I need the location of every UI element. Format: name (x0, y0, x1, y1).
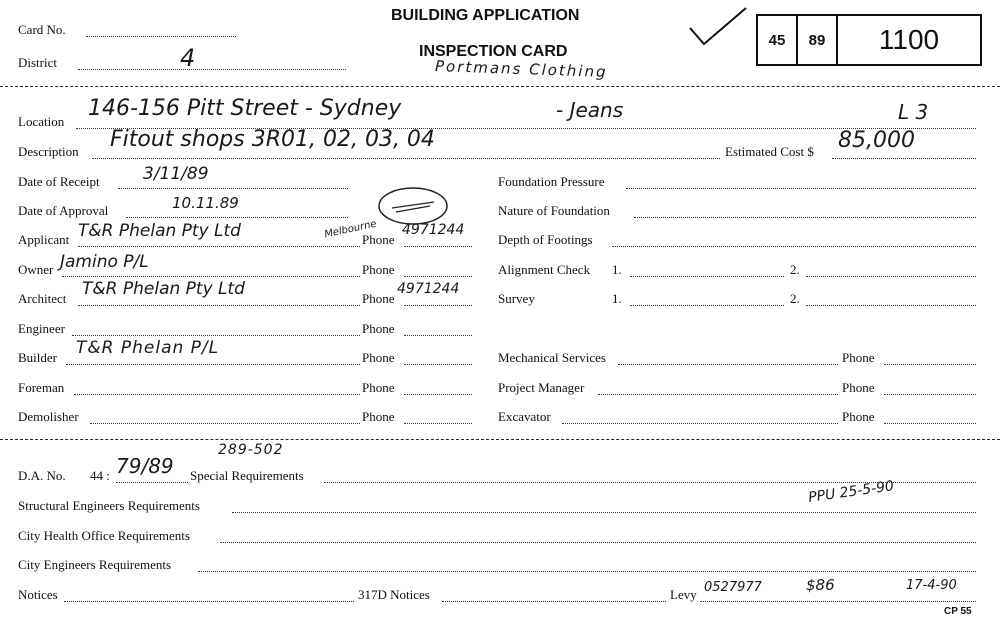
owner-phone-line (404, 276, 472, 277)
structural-label: Structural Engineers Requirements (18, 498, 200, 513)
divider-top (0, 86, 1000, 87)
form-title-line2: INSPECTION CARD (419, 43, 568, 60)
da-prefix: 44 : (90, 468, 110, 483)
levy-label: Levy (670, 587, 697, 602)
date-approval-label: Date of Approval (18, 203, 109, 218)
engineer-line (72, 335, 360, 336)
survey-label: Survey (498, 291, 535, 306)
form-code: CP 55 (944, 606, 972, 617)
foreman-phone-line (404, 394, 472, 395)
levy-value: 0527977 (704, 580, 762, 595)
da-extra: 289-502 (218, 442, 284, 458)
engineer-label: Engineer (18, 321, 65, 336)
mechanical-line (618, 364, 838, 365)
applicant-phone-value: 4971244 (402, 222, 465, 238)
demolisher-line (90, 423, 360, 424)
survey-1-line (630, 305, 784, 306)
builder-label: Builder (18, 350, 57, 365)
alignment-check-2-label: 2. (790, 262, 800, 277)
applicant-line (78, 246, 360, 247)
project-manager-phone-label: Phone (842, 380, 875, 395)
estimated-cost-line (832, 158, 976, 159)
project-manager-phone-line (884, 394, 976, 395)
description-value: Fitout shops 3R01, 02, 03, 04 (110, 127, 435, 152)
notices-line (64, 601, 354, 602)
applicant-phone-line (404, 246, 472, 247)
da-value: 79/89 (116, 454, 174, 478)
excavator-phone-line (884, 423, 976, 424)
district-line (78, 69, 346, 70)
location-extra2: L 3 (898, 100, 929, 124)
builder-line (66, 364, 360, 365)
owner-value: Jamino P/L (60, 252, 149, 272)
city-engineers-line (198, 571, 976, 572)
city-engineers-label: City Engineers Requirements (18, 557, 172, 572)
mechanical-phone-line (884, 364, 976, 365)
check-mark-icon (686, 4, 750, 52)
architect-phone-line (404, 305, 472, 306)
architect-label: Architect (18, 291, 67, 306)
date-receipt-value: 3/11/89 (143, 164, 209, 184)
location-extra: - Jeans (556, 98, 624, 122)
applicant-phone-label: Phone (362, 232, 395, 247)
excavator-line (562, 423, 838, 424)
owner-label: Owner (18, 262, 54, 277)
project-manager-label: Project Manager (498, 380, 585, 395)
description-label: Description (18, 144, 79, 159)
city-health-line (220, 542, 976, 543)
levy-amount: $86 (806, 576, 835, 594)
demolisher-label: Demolisher (18, 409, 79, 424)
applicant-label: Applicant (18, 232, 70, 247)
hand-note-header: Portmans Clothing (434, 56, 608, 82)
owner-line (62, 276, 360, 277)
card-number-boxes (756, 14, 982, 66)
architect-phone-label: Phone (362, 291, 395, 306)
foreman-label: Foreman (18, 380, 65, 395)
levy-date: 17-4-90 (906, 578, 957, 593)
survey-2-label: 2. (790, 291, 800, 306)
foundation-pressure-label: Foundation Pressure (498, 174, 605, 189)
estimated-cost-value: 85,000 (838, 128, 915, 153)
box-45: 45 (758, 16, 798, 64)
structural-line (232, 512, 976, 513)
box-89: 89 (798, 16, 838, 64)
alignment-check-2-line (806, 276, 976, 277)
special-req-label: Special Requirements (190, 468, 304, 483)
card-no-label: Card No. (18, 22, 66, 37)
divider-bottom (0, 439, 1000, 440)
description-line (92, 158, 720, 159)
date-approval-line (126, 217, 348, 218)
district-value: 4 (180, 44, 196, 72)
architect-value: T&R Phelan Pty Ltd (82, 279, 245, 299)
notices-317d-label: 317D Notices (358, 587, 430, 602)
form-title-line1: BUILDING APPLICATION (391, 7, 580, 24)
mechanical-phone-label: Phone (842, 350, 875, 365)
nature-foundation-label: Nature of Foundation (498, 203, 610, 218)
engineer-phone-label: Phone (362, 321, 395, 336)
owner-phone-label: Phone (362, 262, 395, 277)
applicant-note: Melbourne (323, 218, 378, 241)
excavator-label: Excavator (498, 409, 551, 424)
architect-line (78, 305, 360, 306)
foreman-phone-label: Phone (362, 380, 395, 395)
location-value: 146-156 Pitt Street - Sydney (88, 96, 402, 121)
levy-line (700, 601, 976, 602)
builder-value: T&R Phelan P/L (76, 338, 220, 358)
alignment-check-label: Alignment Check (498, 262, 591, 277)
date-receipt-label: Date of Receipt (18, 174, 100, 189)
project-manager-line (598, 394, 838, 395)
applicant-value: T&R Phelan Pty Ltd (78, 221, 241, 241)
survey-1-label: 1. (612, 291, 622, 306)
builder-phone-label: Phone (362, 350, 395, 365)
survey-2-line (806, 305, 976, 306)
alignment-check-1-line (630, 276, 784, 277)
structural-value: PPU 25-5-90 (807, 478, 895, 506)
engineer-phone-line (404, 335, 472, 336)
depth-footings-label: Depth of Footings (498, 232, 593, 247)
foundation-pressure-line (626, 188, 976, 189)
date-receipt-line (118, 188, 348, 189)
mechanical-label: Mechanical Services (498, 350, 606, 365)
demolisher-phone-label: Phone (362, 409, 395, 424)
builder-phone-line (404, 364, 472, 365)
notices-317d-line (442, 601, 666, 602)
architect-phone-value: 4971244 (397, 281, 460, 297)
box-1100: 1100 (878, 24, 940, 55)
district-label: District (18, 55, 57, 70)
date-approval-value: 10.11.89 (172, 194, 239, 212)
foreman-line (74, 394, 360, 395)
da-no-label: D.A. No. (18, 468, 66, 483)
alignment-check-1-label: 1. (612, 262, 622, 277)
notices-label: Notices (18, 587, 58, 602)
location-label: Location (18, 114, 65, 129)
city-health-label: City Health Office Requirements (18, 528, 190, 543)
depth-footings-line (612, 246, 976, 247)
nature-foundation-line (634, 217, 976, 218)
da-no-line (116, 482, 188, 483)
card-no-line (86, 36, 236, 37)
excavator-phone-label: Phone (842, 409, 875, 424)
estimated-cost-label: Estimated Cost $ (725, 144, 814, 159)
demolisher-phone-line (404, 423, 472, 424)
